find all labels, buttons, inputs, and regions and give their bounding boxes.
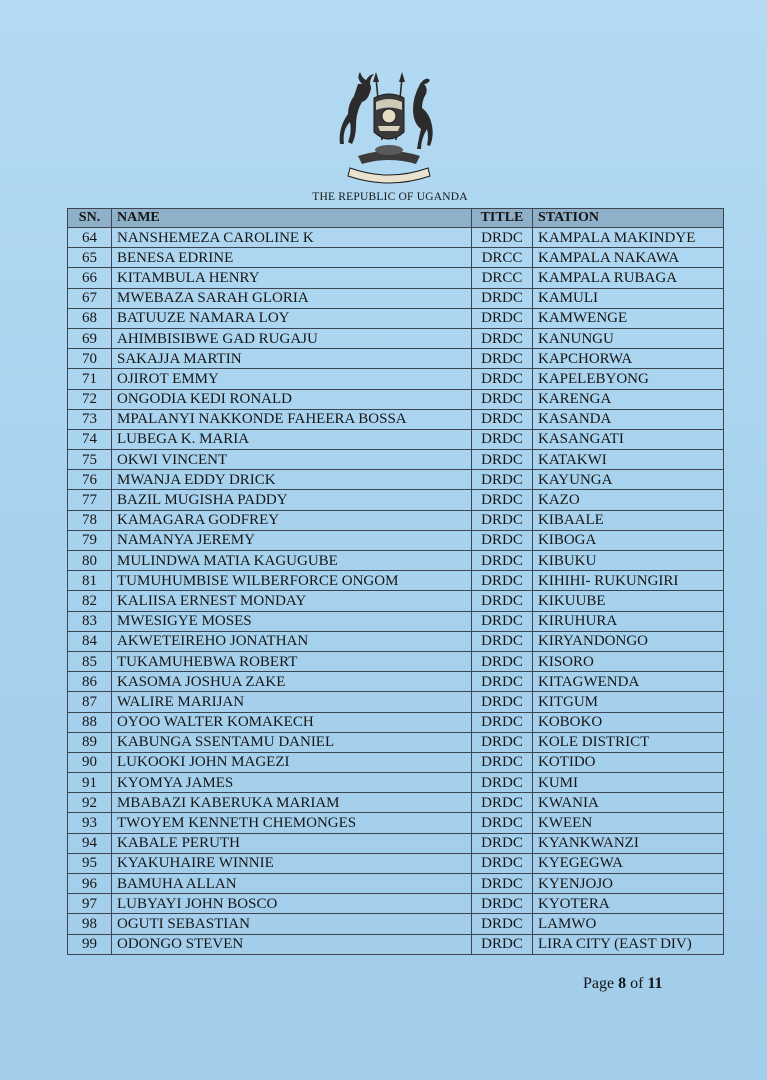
cell-sn: 76 <box>68 470 112 490</box>
table-row <box>68 732 724 752</box>
cell-name: MULINDWA MATIA KAGUGUBE <box>112 551 472 571</box>
column-header-station: STATION <box>533 209 724 228</box>
cell-sn: 77 <box>68 490 112 510</box>
cell-station: KIBUKU <box>533 551 724 571</box>
cell-sn: 68 <box>68 308 112 328</box>
cell-name: KYOMYA JAMES <box>112 773 472 793</box>
cell-station: KARENGA <box>533 389 724 409</box>
cell-station: KITGUM <box>533 692 724 712</box>
cell-sn: 73 <box>68 409 112 429</box>
cell-title: DRDC <box>472 328 533 348</box>
cell-title: DRDC <box>472 369 533 389</box>
cell-sn: 67 <box>68 288 112 308</box>
cell-sn: 75 <box>68 450 112 470</box>
cell-title: DRDC <box>472 631 533 651</box>
coat-of-arms-emblem <box>332 70 446 192</box>
cell-sn: 78 <box>68 510 112 530</box>
cell-name: KALIISA ERNEST MONDAY <box>112 591 472 611</box>
cell-sn: 96 <box>68 874 112 894</box>
cell-station: KYOTERA <box>533 894 724 914</box>
cell-station: KAZO <box>533 490 724 510</box>
cell-station: KISORO <box>533 651 724 671</box>
cell-station: KASANDA <box>533 409 724 429</box>
cell-sn: 69 <box>68 328 112 348</box>
cell-sn: 71 <box>68 369 112 389</box>
page-total: 11 <box>647 975 663 992</box>
cell-name: AKWETEIREHO JONATHAN <box>112 631 472 651</box>
table-row <box>68 470 724 490</box>
table-row <box>68 409 724 429</box>
cell-station: KIKUUBE <box>533 591 724 611</box>
cell-sn: 64 <box>68 228 112 248</box>
cell-title: DRDC <box>472 773 533 793</box>
cell-station: KYENJOJO <box>533 874 724 894</box>
cell-name: OKWI VINCENT <box>112 450 472 470</box>
cell-sn: 81 <box>68 571 112 591</box>
cell-name: MBABAZI KABERUKA MARIAM <box>112 793 472 813</box>
table-row <box>68 712 724 732</box>
cell-sn: 72 <box>68 389 112 409</box>
page-word: Page <box>583 975 615 992</box>
cell-name: KITAMBULA HENRY <box>112 268 472 288</box>
cell-station: KANUNGU <box>533 328 724 348</box>
cell-title: DRDC <box>472 510 533 530</box>
cell-title: DRDC <box>472 551 533 571</box>
cell-sn: 80 <box>68 551 112 571</box>
table-row <box>68 369 724 389</box>
cell-station: LIRA CITY (EAST DIV) <box>533 934 724 954</box>
cell-name: KABUNGA SSENTAMU DANIEL <box>112 732 472 752</box>
cell-station: KAMULI <box>533 288 724 308</box>
cell-station: KAMPALA NAKAWA <box>533 248 724 268</box>
cell-title: DRDC <box>472 752 533 772</box>
cell-name: KASOMA JOSHUA ZAKE <box>112 672 472 692</box>
cell-station: KOTIDO <box>533 752 724 772</box>
cell-title: DRDC <box>472 308 533 328</box>
cell-sn: 93 <box>68 813 112 833</box>
table-row <box>68 268 724 288</box>
cell-sn: 95 <box>68 853 112 873</box>
cell-title: DRDC <box>472 833 533 853</box>
cell-station: KIBAALE <box>533 510 724 530</box>
cell-title: DRDC <box>472 672 533 692</box>
cell-sn: 87 <box>68 692 112 712</box>
cell-title: DRDC <box>472 530 533 550</box>
cell-name: KYAKUHAIRE WINNIE <box>112 853 472 873</box>
cell-station: KYANKWANZI <box>533 833 724 853</box>
cell-sn: 89 <box>68 732 112 752</box>
cell-title: DRDC <box>472 490 533 510</box>
republic-heading: THE REPUBLIC OF UGANDA <box>312 191 468 203</box>
cell-sn: 85 <box>68 651 112 671</box>
cell-title: DRDC <box>472 934 533 954</box>
cell-name: MWEBAZA SARAH GLORIA <box>112 288 472 308</box>
cell-name: KABALE PERUTH <box>112 833 472 853</box>
column-header-name: NAME <box>112 209 472 228</box>
table-row <box>68 510 724 530</box>
table-row <box>68 389 724 409</box>
cell-title: DRDC <box>472 651 533 671</box>
table-row <box>68 429 724 449</box>
table-row <box>68 228 724 248</box>
cell-title: DRDC <box>472 874 533 894</box>
table-row <box>68 692 724 712</box>
table-row <box>68 591 724 611</box>
cell-station: KAMPALA RUBAGA <box>533 268 724 288</box>
table-row <box>68 894 724 914</box>
cell-name: WALIRE MARIJAN <box>112 692 472 712</box>
cell-name: BATUUZE NAMARA LOY <box>112 308 472 328</box>
cell-station: KAPCHORWA <box>533 349 724 369</box>
cell-station: KASANGATI <box>533 429 724 449</box>
page-number <box>583 975 663 993</box>
table-body <box>68 228 724 955</box>
page-current: 8 <box>618 975 627 992</box>
table-row <box>68 248 724 268</box>
table-row <box>68 551 724 571</box>
cell-title: DRDC <box>472 712 533 732</box>
cell-station: KAMWENGE <box>533 308 724 328</box>
cell-station: KWEEN <box>533 813 724 833</box>
cell-sn: 99 <box>68 934 112 954</box>
cell-sn: 98 <box>68 914 112 934</box>
cell-name: LUBEGA K. MARIA <box>112 429 472 449</box>
cell-title: DRDC <box>472 894 533 914</box>
cell-station: KAMPALA MAKINDYE <box>533 228 724 248</box>
cell-name: KAMAGARA GODFREY <box>112 510 472 530</box>
table-row <box>68 450 724 470</box>
cell-name: OJIROT EMMY <box>112 369 472 389</box>
table-header-row <box>68 209 724 228</box>
cell-station: LAMWO <box>533 914 724 934</box>
cell-sn: 90 <box>68 752 112 772</box>
cell-sn: 88 <box>68 712 112 732</box>
cell-station: KATAKWI <box>533 450 724 470</box>
cell-name: TUKAMUHEBWA ROBERT <box>112 651 472 671</box>
cell-station: KAPELEBYONG <box>533 369 724 389</box>
cell-station: KIRUHURA <box>533 611 724 631</box>
cell-station: KIBOGA <box>533 530 724 550</box>
table-row <box>68 914 724 934</box>
cell-name: LUBYAYI JOHN BOSCO <box>112 894 472 914</box>
table-row <box>68 934 724 954</box>
cell-sn: 82 <box>68 591 112 611</box>
cell-station: KIRYANDONGO <box>533 631 724 651</box>
table-row <box>68 752 724 772</box>
table-row <box>68 571 724 591</box>
table-row <box>68 773 724 793</box>
cell-title: DRDC <box>472 571 533 591</box>
cell-station: KAYUNGA <box>533 470 724 490</box>
cell-title: DRDC <box>472 813 533 833</box>
cell-name: NANSHEMEZA CAROLINE K <box>112 228 472 248</box>
cell-title: DRDC <box>472 470 533 490</box>
cell-station: KOLE DISTRICT <box>533 732 724 752</box>
cell-title: DRDC <box>472 692 533 712</box>
cell-name: ODONGO STEVEN <box>112 934 472 954</box>
table-row <box>68 611 724 631</box>
cell-sn: 83 <box>68 611 112 631</box>
of-word: of <box>630 975 644 992</box>
table-row <box>68 328 724 348</box>
cell-station: KIHIHI- RUKUNGIRI <box>533 571 724 591</box>
cell-name: OGUTI SEBASTIAN <box>112 914 472 934</box>
cell-sn: 86 <box>68 672 112 692</box>
cell-title: DRDC <box>472 853 533 873</box>
cell-sn: 92 <box>68 793 112 813</box>
cell-station: KUMI <box>533 773 724 793</box>
cell-title: DRDC <box>472 793 533 813</box>
cell-station: KOBOKO <box>533 712 724 732</box>
cell-name: OYOO WALTER KOMAKECH <box>112 712 472 732</box>
cell-sn: 65 <box>68 248 112 268</box>
table-row <box>68 672 724 692</box>
cell-title: DRDC <box>472 732 533 752</box>
cell-name: TUMUHUMBISE WILBERFORCE ONGOM <box>112 571 472 591</box>
table-row <box>68 349 724 369</box>
table-row <box>68 530 724 550</box>
table-row <box>68 833 724 853</box>
table-row <box>68 490 724 510</box>
table-row <box>68 793 724 813</box>
cell-sn: 91 <box>68 773 112 793</box>
cell-title: DRDC <box>472 429 533 449</box>
cell-name: NAMANYA JEREMY <box>112 530 472 550</box>
table-row <box>68 308 724 328</box>
cell-sn: 84 <box>68 631 112 651</box>
column-header-sn: SN. <box>68 209 112 228</box>
cell-title: DRCC <box>472 268 533 288</box>
cell-sn: 94 <box>68 833 112 853</box>
table-row <box>68 288 724 308</box>
cell-name: BENESA EDRINE <box>112 248 472 268</box>
column-header-title: TITLE <box>472 209 533 228</box>
cell-sn: 74 <box>68 429 112 449</box>
cell-sn: 66 <box>68 268 112 288</box>
cell-title: DRDC <box>472 914 533 934</box>
cell-name: MPALANYI NAKKONDE FAHEERA BOSSA <box>112 409 472 429</box>
cell-station: KYEGEGWA <box>533 853 724 873</box>
roster-table <box>67 208 724 955</box>
cell-name: SAKAJJA MARTIN <box>112 349 472 369</box>
cell-title: DRDC <box>472 389 533 409</box>
table-row <box>68 651 724 671</box>
cell-name: BAZIL MUGISHA PADDY <box>112 490 472 510</box>
cell-title: DRCC <box>472 248 533 268</box>
cell-name: BAMUHA ALLAN <box>112 874 472 894</box>
cell-sn: 70 <box>68 349 112 369</box>
cell-name: LUKOOKI JOHN MAGEZI <box>112 752 472 772</box>
cell-title: DRDC <box>472 349 533 369</box>
cell-name: TWOYEM KENNETH CHEMONGES <box>112 813 472 833</box>
table-row <box>68 874 724 894</box>
cell-title: DRDC <box>472 591 533 611</box>
cell-title: DRDC <box>472 611 533 631</box>
cell-title: DRDC <box>472 288 533 308</box>
table-row <box>68 813 724 833</box>
table-row <box>68 631 724 651</box>
cell-sn: 79 <box>68 530 112 550</box>
cell-station: KWANIA <box>533 793 724 813</box>
cell-name: AHIMBISIBWE GAD RUGAJU <box>112 328 472 348</box>
cell-title: DRDC <box>472 450 533 470</box>
cell-title: DRDC <box>472 409 533 429</box>
cell-name: MWESIGYE MOSES <box>112 611 472 631</box>
cell-name: MWANJA EDDY DRICK <box>112 470 472 490</box>
table-row <box>68 853 724 873</box>
cell-title: DRDC <box>472 228 533 248</box>
cell-sn: 97 <box>68 894 112 914</box>
cell-station: KITAGWENDA <box>533 672 724 692</box>
cell-name: ONGODIA KEDI RONALD <box>112 389 472 409</box>
